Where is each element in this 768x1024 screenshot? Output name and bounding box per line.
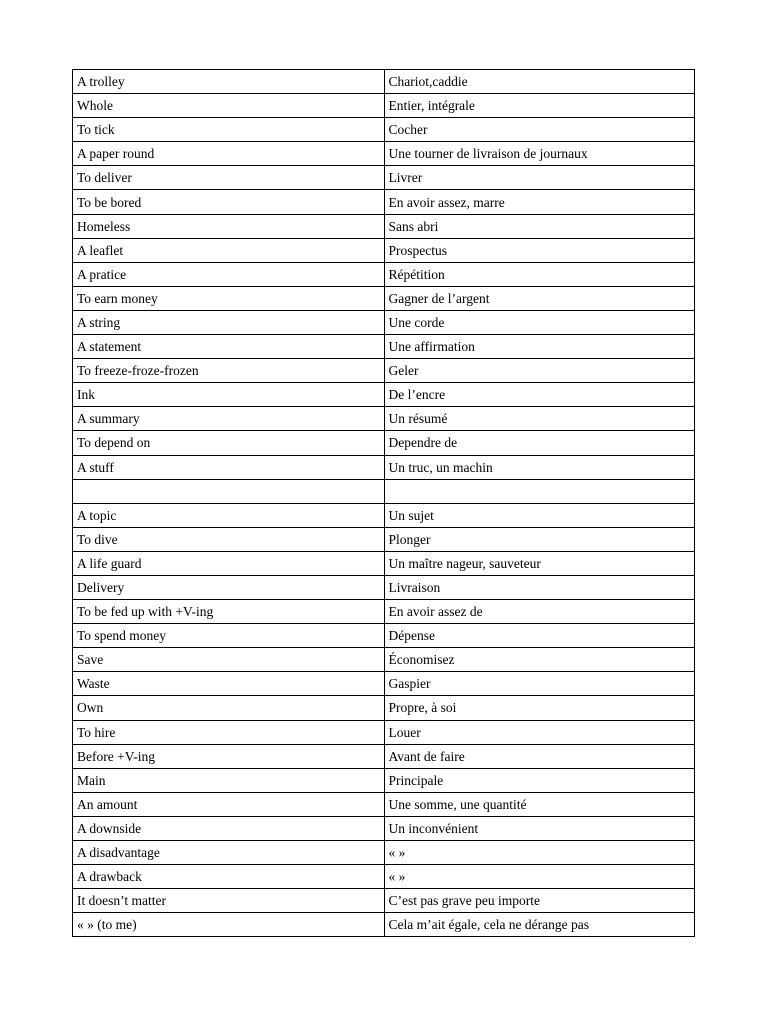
english-term-cell — [73, 479, 385, 503]
french-translation-cell: Un maître nageur, sauveteur — [384, 551, 695, 575]
vocabulary-row — [73, 94, 695, 118]
french-translation-cell: Livrer — [384, 166, 695, 190]
vocabulary-row — [73, 913, 695, 937]
vocabulary-row — [73, 865, 695, 889]
english-term-cell: To be bored — [73, 190, 385, 214]
french-translation-cell: Plonger — [384, 527, 695, 551]
english-term-cell: A statement — [73, 335, 385, 359]
french-translation-cell: Dépense — [384, 624, 695, 648]
vocabulary-row — [73, 70, 695, 94]
english-term-cell: To hire — [73, 720, 385, 744]
vocabulary-row — [73, 190, 695, 214]
vocabulary-row — [73, 286, 695, 310]
french-translation-cell: En avoir assez de — [384, 600, 695, 624]
english-term-cell: To spend money — [73, 624, 385, 648]
french-translation-cell: Chariot,caddie — [384, 70, 695, 94]
english-term-cell: Whole — [73, 94, 385, 118]
english-term-cell: To tick — [73, 118, 385, 142]
vocabulary-row — [73, 262, 695, 286]
vocabulary-row — [73, 768, 695, 792]
english-term-cell: A string — [73, 310, 385, 334]
english-term-cell: To depend on — [73, 431, 385, 455]
vocabulary-row — [73, 359, 695, 383]
vocabulary-row — [73, 335, 695, 359]
vocabulary-row — [73, 551, 695, 575]
vocabulary-row — [73, 575, 695, 599]
vocabulary-row — [73, 624, 695, 648]
french-translation-cell: Une tourner de livraison de journaux — [384, 142, 695, 166]
french-translation-cell: Un résumé — [384, 407, 695, 431]
french-translation-cell: Avant de faire — [384, 744, 695, 768]
vocabulary-row — [73, 214, 695, 238]
vocabulary-row — [73, 744, 695, 768]
vocabulary-row — [73, 383, 695, 407]
english-term-cell: A trolley — [73, 70, 385, 94]
english-term-cell: A leaflet — [73, 238, 385, 262]
vocabulary-row — [73, 672, 695, 696]
english-term-cell: Homeless — [73, 214, 385, 238]
french-translation-cell: Propre, à soi — [384, 696, 695, 720]
vocabulary-row — [73, 720, 695, 744]
english-term-cell: It doesn’t matter — [73, 889, 385, 913]
vocabulary-row — [73, 407, 695, 431]
vocabulary-row — [73, 841, 695, 865]
english-term-cell: A summary — [73, 407, 385, 431]
english-term-cell: An amount — [73, 792, 385, 816]
vocabulary-row — [73, 527, 695, 551]
vocabulary-table — [72, 69, 695, 937]
french-translation-cell: Un inconvénient — [384, 816, 695, 840]
english-term-cell: A pratice — [73, 262, 385, 286]
english-term-cell: Save — [73, 648, 385, 672]
french-translation-cell: Entier, intégrale — [384, 94, 695, 118]
french-translation-cell: De l’encre — [384, 383, 695, 407]
english-term-cell: Before +V-ing — [73, 744, 385, 768]
french-translation-cell: Cocher — [384, 118, 695, 142]
french-translation-cell: Cela m’ait égale, cela ne dérange pas — [384, 913, 695, 937]
english-term-cell: To freeze-froze-frozen — [73, 359, 385, 383]
english-term-cell: To earn money — [73, 286, 385, 310]
french-translation-cell: C’est pas grave peu importe — [384, 889, 695, 913]
french-translation-cell: Louer — [384, 720, 695, 744]
english-term-cell: Main — [73, 768, 385, 792]
french-translation-cell: Livraison — [384, 575, 695, 599]
vocabulary-row — [73, 479, 695, 503]
vocabulary-row — [73, 142, 695, 166]
vocabulary-row — [73, 792, 695, 816]
english-term-cell: Waste — [73, 672, 385, 696]
french-translation-cell: Principale — [384, 768, 695, 792]
english-term-cell: To dive — [73, 527, 385, 551]
english-term-cell: Own — [73, 696, 385, 720]
english-term-cell: A paper round — [73, 142, 385, 166]
french-translation-cell: Économisez — [384, 648, 695, 672]
english-term-cell: To deliver — [73, 166, 385, 190]
vocabulary-row — [73, 310, 695, 334]
english-term-cell: A downside — [73, 816, 385, 840]
vocabulary-row — [73, 166, 695, 190]
french-translation-cell: « » — [384, 865, 695, 889]
french-translation-cell: « » — [384, 841, 695, 865]
french-translation-cell: Un sujet — [384, 503, 695, 527]
french-translation-cell: Un truc, un machin — [384, 455, 695, 479]
english-term-cell: To be fed up with +V-ing — [73, 600, 385, 624]
vocabulary-row — [73, 600, 695, 624]
french-translation-cell: Geler — [384, 359, 695, 383]
english-term-cell: A stuff — [73, 455, 385, 479]
french-translation-cell: Sans abri — [384, 214, 695, 238]
french-translation-cell: Répétition — [384, 262, 695, 286]
vocabulary-row — [73, 431, 695, 455]
english-term-cell: Delivery — [73, 575, 385, 599]
french-translation-cell: Une affirmation — [384, 335, 695, 359]
vocabulary-row — [73, 816, 695, 840]
french-translation-cell: En avoir assez, marre — [384, 190, 695, 214]
english-term-cell: Ink — [73, 383, 385, 407]
french-translation-cell — [384, 479, 695, 503]
english-term-cell: A topic — [73, 503, 385, 527]
vocabulary-row — [73, 889, 695, 913]
vocabulary-row — [73, 503, 695, 527]
english-term-cell: « » (to me) — [73, 913, 385, 937]
vocabulary-row — [73, 455, 695, 479]
vocabulary-table-body — [73, 70, 695, 937]
vocabulary-row — [73, 648, 695, 672]
vocabulary-row — [73, 118, 695, 142]
english-term-cell: A life guard — [73, 551, 385, 575]
french-translation-cell: Gagner de l’argent — [384, 286, 695, 310]
french-translation-cell: Une somme, une quantité — [384, 792, 695, 816]
french-translation-cell: Gaspier — [384, 672, 695, 696]
english-term-cell: A drawback — [73, 865, 385, 889]
french-translation-cell: Prospectus — [384, 238, 695, 262]
english-term-cell: A disadvantage — [73, 841, 385, 865]
french-translation-cell: Dependre de — [384, 431, 695, 455]
vocabulary-row — [73, 238, 695, 262]
vocabulary-row — [73, 696, 695, 720]
french-translation-cell: Une corde — [384, 310, 695, 334]
